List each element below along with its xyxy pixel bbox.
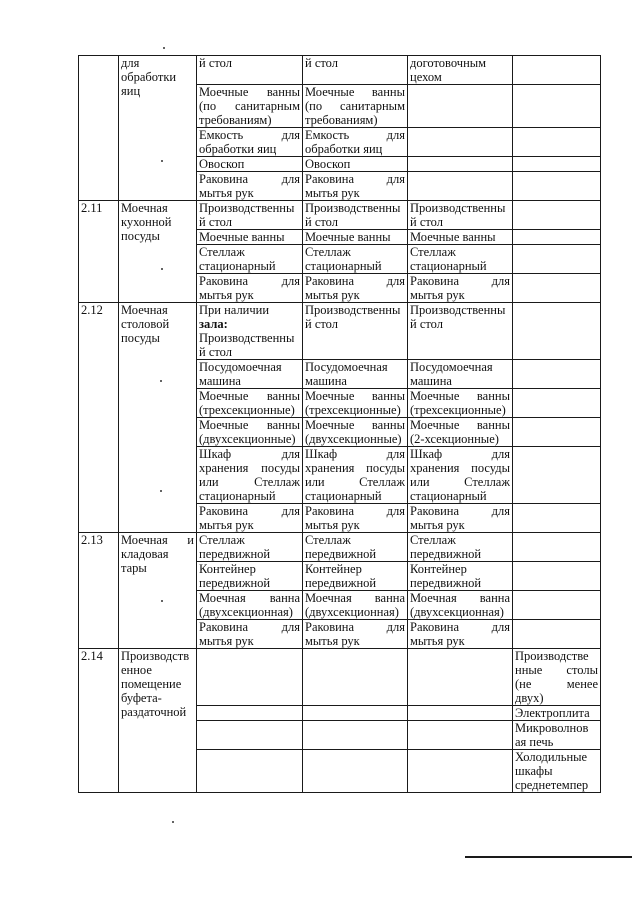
equipment-cell [513,201,601,230]
cell-line: Электроплита [515,706,590,720]
cell-line: передвижной [199,547,271,561]
equipment-cell [303,303,408,360]
scan-speck [161,268,163,270]
equipment-cell [197,721,303,750]
scan-speck [163,47,165,49]
cell-line: посуды [121,331,160,345]
equipment-cell [197,360,303,389]
equipment-cell [197,418,303,447]
cell-line: Раковина для [305,504,405,518]
section-number: 2.14 [81,649,103,663]
cell-line: (двухсекционная) [410,605,504,619]
cell-line: Раковина для [305,172,405,186]
cell-line: Стеллаж [410,245,456,259]
equipment-cell [408,389,513,418]
equipment-cell [303,56,408,85]
cell-line: мытья рук [199,288,254,302]
cell-line: мытья рук [305,634,360,648]
equipment-cell [513,533,601,562]
equipment-cell [197,504,303,533]
cell-line: требованиям) [305,113,378,127]
cell-line: Раковина для [199,620,300,634]
scan-speck [161,160,163,162]
equipment-cell [197,128,303,157]
cell-line: Производств [121,649,190,663]
section-number: 2.11 [81,201,103,215]
cell-line: (не менее [515,677,598,691]
cell-line: стационарный [199,489,276,503]
equipment-cell [513,504,601,533]
cell-line: Стеллаж [305,245,351,259]
cell-line: Производственны [305,201,401,215]
cell-line: Шкаф для [199,447,300,461]
cell-line: обработки [121,70,177,84]
equipment-cell [408,360,513,389]
equipment-cell [408,201,513,230]
cell-line: (трехсекционные) [305,403,401,417]
equipment-cell [197,85,303,128]
cell-line: двух) [515,691,544,705]
cell-line: Микроволнов [515,721,589,735]
section-number-cell [79,201,119,303]
equipment-cell [513,750,601,793]
cell-line: мытья рук [410,518,465,532]
cell-line: тары [121,561,147,575]
equipment-cell [197,274,303,303]
scan-speck [160,380,162,382]
equipment-cell [408,245,513,274]
equipment-cell [513,447,601,504]
cell-line: шкафы [515,764,553,778]
cell-line: для [121,56,140,70]
cell-line: енное [121,663,152,677]
equipment-cell [197,620,303,649]
cell-line: Раковина для [305,620,405,634]
equipment-cell [408,533,513,562]
equipment-cell [513,128,601,157]
cell-line: Производственны [199,331,295,345]
cell-line: (трехсекционные) [410,403,506,417]
table-row [79,303,601,360]
cell-line: Шкаф для [410,447,510,461]
equipment-cell [303,562,408,591]
cell-line: Раковина для [410,620,510,634]
cell-line: раздаточной [121,705,187,719]
equipment-cell [303,245,408,274]
equipment-cell [408,649,513,706]
cell-line: передвижной [410,547,482,561]
equipment-cell [408,85,513,128]
cell-line: При наличии [199,303,270,317]
section-number-cell [79,56,119,201]
cell-line: Стеллаж [199,245,245,259]
equipment-cell [513,620,601,649]
cell-line: среднетемпер [515,778,589,792]
equipment-cell [408,274,513,303]
cell-line: стационарный [305,489,382,503]
scan-edge-line [465,856,632,858]
cell-line: нные столы [515,663,598,677]
cell-line: й стол [199,345,232,359]
cell-line: Моечная [121,201,168,215]
equipment-cell [197,533,303,562]
cell-line: мытья рук [305,288,360,302]
equipment-cell [408,128,513,157]
equipment-cell [303,447,408,504]
room-name-cell [119,201,197,303]
equipment-cell [513,157,601,172]
cell-line: мытья рук [305,186,360,200]
cell-line: Производственны [410,303,506,317]
equipment-cell [303,591,408,620]
equipment-cell [303,418,408,447]
cell-line: мытья рук [199,186,254,200]
table-row [79,201,601,230]
cell-line: Стеллаж [410,533,456,547]
equipment-cell [197,750,303,793]
cell-line: Раковина для [199,274,300,288]
room-name-cell [119,533,197,649]
cell-line: Раковина для [410,504,510,518]
cell-line: хранения посуды [199,461,300,475]
cell-line: передвижной [305,576,377,590]
cell-line: Моечные ванны [410,389,510,403]
equipment-cell [408,504,513,533]
equipment-cell [513,721,601,750]
equipment-cell [408,562,513,591]
equipment-cell [197,562,303,591]
equipment-cell [513,172,601,201]
equipment-cell [513,85,601,128]
cell-line: (по санитарным [199,99,300,113]
cell-line: стационарный [305,259,382,273]
equipment-cell [408,418,513,447]
equipment-cell [197,56,303,85]
cell-line: Холодильные [515,750,588,764]
cell-line: мытья рук [199,518,254,532]
cell-line: Производственны [199,201,295,215]
cell-line: или Стеллаж [199,475,300,489]
equipment-cell [303,172,408,201]
section-number-cell [79,649,119,793]
equipment-cell [513,360,601,389]
cell-line: Раковина для [305,274,405,288]
cell-line: Моечные ванны [410,230,496,244]
cell-line: Контейнер [305,562,362,576]
cell-line: (двухсекционная) [199,605,293,619]
room-name-cell [119,649,197,793]
cell-line: мытья рук [305,518,360,532]
cell-line: Раковина для [199,172,300,186]
equipment-cell [408,620,513,649]
cell-line: кладовая [121,547,169,561]
cell-line: Моечные ванны [305,85,405,99]
equipment-cell [408,750,513,793]
cell-line: Моечные ванны [305,389,405,403]
cell-line: Производстве [515,649,589,663]
cell-line: Моечные ванны [199,389,300,403]
equipment-cell [408,447,513,504]
cell-line: доготовочным [410,56,487,70]
equipment-cell [513,389,601,418]
equipment-cell [303,360,408,389]
equipment-cell [513,56,601,85]
cell-line: зала: [199,317,228,331]
cell-line: стационарный [410,489,487,503]
cell-line: Контейнер [410,562,467,576]
equipment-cell [197,201,303,230]
equipment-cell [303,620,408,649]
equipment-cell [197,447,303,504]
equipment-cell [513,562,601,591]
scan-speck [172,821,174,823]
cell-line: буфета- [121,691,162,705]
cell-line: машина [199,374,241,388]
cell-line: передвижной [305,547,377,561]
cell-line: й стол [305,56,338,70]
cell-line: й стол [305,215,338,229]
cell-line: Посудомоечная [410,360,493,374]
cell-line: й стол [199,56,232,70]
equipment-cell [303,128,408,157]
table-row [79,533,601,562]
section-number: 2.12 [81,303,103,317]
cell-line: цехом [410,70,442,84]
equipment-cell [408,721,513,750]
cell-line: (двухсекционные) [305,432,402,446]
section-number [81,56,116,70]
equipment-cell [197,230,303,245]
cell-line: Моечные ванны [199,418,300,432]
cell-line: обработки яиц [305,142,383,156]
cell-line: (двухсекционные) [199,432,296,446]
equipment-cell [408,230,513,245]
equipment-cell [408,56,513,85]
equipment-cell [408,157,513,172]
equipment-cell [197,591,303,620]
cell-line: Моечные ванны [410,418,510,432]
equipment-cell [513,274,601,303]
equipment-cell [513,230,601,245]
cell-line: й стол [199,215,232,229]
section-number: 2.13 [81,533,103,547]
cell-line: Раковина для [410,274,510,288]
equipment-cell [513,591,601,620]
section-number-cell [79,303,119,533]
equipment-cell [408,706,513,721]
room-name-cell [119,56,197,201]
equipment-cell [303,750,408,793]
cell-line: хранения посуды [410,461,510,475]
cell-line: Емкость для [305,128,405,142]
cell-line: или Стеллаж [410,475,510,489]
cell-line: Посудомоечная [305,360,388,374]
cell-line: хранения посуды [305,461,405,475]
cell-line: (по санитарным [305,99,405,113]
equipment-cell [408,172,513,201]
cell-line: Контейнер [199,562,256,576]
cell-line: Моечная и [121,533,194,547]
equipment-cell [303,201,408,230]
equipment-cell [513,245,601,274]
equipment-cell [197,706,303,721]
cell-line: Стеллаж [305,533,351,547]
cell-line: Моечные ванны [305,230,391,244]
cell-line: (2-хсекционные) [410,432,499,446]
cell-line: Овоскоп [199,157,245,171]
cell-line: й стол [305,317,338,331]
equipment-cell [408,303,513,360]
equipment-cell [513,303,601,360]
cell-line: Овоскоп [305,157,351,171]
cell-line: Моечная ванна [199,591,300,605]
cell-line: стационарный [199,259,276,273]
equipment-cell [197,649,303,706]
cell-line: яиц [121,84,141,98]
cell-line: мытья рук [410,634,465,648]
cell-line: (двухсекционная) [305,605,399,619]
cell-line: кухонной [121,215,172,229]
equipment-cell [197,172,303,201]
equipment-cell [303,721,408,750]
equipment-cell [303,157,408,172]
equipment-table [78,55,601,793]
equipment-cell [513,649,601,706]
cell-line: Моечная ванна [410,591,510,605]
cell-line: Моечная [121,303,168,317]
cell-line: машина [305,374,347,388]
cell-line: Шкаф для [305,447,405,461]
equipment-cell [513,706,601,721]
room-name-cell [119,303,197,533]
equipment-cell [197,245,303,274]
cell-line: Раковина для [199,504,300,518]
equipment-cell [303,274,408,303]
scan-speck [160,490,162,492]
equipment-table-body [79,56,601,793]
cell-line: Посудомоечная [199,360,282,374]
cell-line: передвижной [410,576,482,590]
cell-line: й стол [410,215,443,229]
cell-line: ая печь [515,735,554,749]
cell-line: Емкость для [199,128,300,142]
cell-line: Моечные ванны [199,230,285,244]
cell-line: машина [410,374,452,388]
equipment-cell [197,303,303,360]
equipment-cell [303,533,408,562]
equipment-cell [408,591,513,620]
cell-line: Моечные ванны [199,85,300,99]
cell-line: столовой [121,317,170,331]
equipment-cell [513,418,601,447]
equipment-cell [303,706,408,721]
scan-speck [161,600,163,602]
cell-line: мытья рук [199,634,254,648]
cell-line: Моечные ванны [305,418,405,432]
equipment-cell [197,389,303,418]
equipment-cell [303,85,408,128]
equipment-cell [303,504,408,533]
cell-line: Производственны [410,201,506,215]
equipment-cell [303,230,408,245]
cell-line: посуды [121,229,160,243]
cell-line: (трехсекционные) [199,403,295,417]
cell-line: обработки яиц [199,142,277,156]
cell-line: требованиям) [199,113,272,127]
equipment-cell [197,157,303,172]
cell-line: Моечная ванна [305,591,405,605]
cell-line: передвижной [199,576,271,590]
cell-line: мытья рук [410,288,465,302]
equipment-cell [303,389,408,418]
cell-line: стационарный [410,259,487,273]
equipment-cell [303,649,408,706]
table-row [79,56,601,85]
cell-line: й стол [410,317,443,331]
table-row [79,649,601,706]
cell-line: Стеллаж [199,533,245,547]
cell-line: помещение [121,677,182,691]
section-number-cell [79,533,119,649]
cell-line: или Стеллаж [305,475,405,489]
cell-line: Производственны [305,303,401,317]
